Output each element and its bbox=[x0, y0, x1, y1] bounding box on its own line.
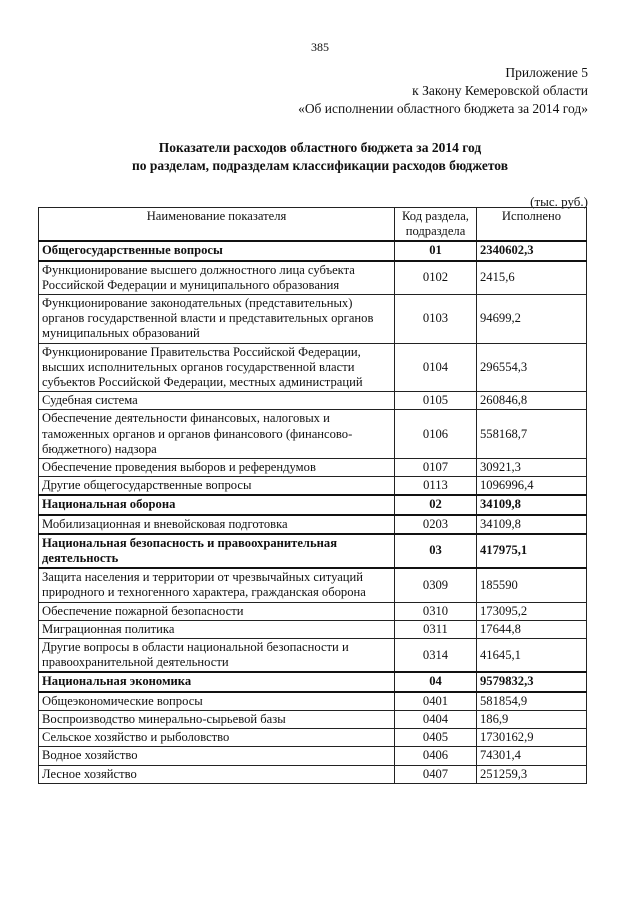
row-value-cell: 9579832,3 bbox=[477, 672, 587, 691]
row-code-cell: 0314 bbox=[395, 639, 477, 673]
row-name-cell: Национальная безопасность и правоохранительная деятельность bbox=[39, 534, 395, 568]
row-code-cell: 0311 bbox=[395, 620, 477, 638]
row-value-cell: 2415,6 bbox=[477, 261, 587, 295]
title-line: по разделам, подразделам классификации расходов бюджетов bbox=[131, 158, 509, 173]
row-value-cell: 1730162,9 bbox=[477, 729, 587, 747]
row-code-cell: 0113 bbox=[395, 477, 477, 496]
unit-label: (тыс. руб.) bbox=[530, 194, 588, 209]
appendix-line: Приложение 5 bbox=[505, 65, 588, 80]
row-value-cell: 1096996,4 bbox=[477, 477, 587, 496]
row-value-cell: 173095,2 bbox=[477, 602, 587, 620]
appendix-line: «Об исполнении областного бюджета за 2014 год» bbox=[298, 101, 588, 116]
row-code-cell: 0203 bbox=[395, 515, 477, 534]
row-value-cell: 30921,3 bbox=[477, 459, 587, 477]
row-name-cell: Обеспечение деятельности финансовых, налоговых и таможенных органов и органов финансового (финансово-бюджетного) надзора bbox=[39, 410, 395, 459]
row-value-cell: 41645,1 bbox=[477, 639, 587, 673]
row-value-cell: 2340602,3 bbox=[477, 241, 587, 260]
row-code-cell: 0404 bbox=[395, 710, 477, 728]
row-name-cell: Обеспечение пожарной безопасности bbox=[39, 602, 395, 620]
row-name-cell: Национальная экономика bbox=[39, 672, 395, 691]
row-value-cell: 74301,4 bbox=[477, 747, 587, 765]
row-value-cell: 94699,2 bbox=[477, 295, 587, 344]
row-code-cell: 0105 bbox=[395, 392, 477, 410]
table-row bbox=[39, 639, 587, 673]
row-name-cell: Национальная оборона bbox=[39, 495, 395, 514]
row-code-cell: 0104 bbox=[395, 343, 477, 392]
row-code-cell: 0309 bbox=[395, 568, 477, 602]
row-value-cell: 34109,8 bbox=[477, 515, 587, 534]
budget-table bbox=[38, 207, 587, 784]
section-row bbox=[39, 495, 587, 514]
title-line: Показатели расходов областного бюджета за 2014 год bbox=[158, 140, 482, 155]
row-code-cell: 0106 bbox=[395, 410, 477, 459]
table-row bbox=[39, 568, 587, 602]
row-name-cell: Миграционная политика bbox=[39, 620, 395, 638]
row-name-cell: Общеэкономические вопросы bbox=[39, 692, 395, 711]
header-code: Код раздела, подраздела bbox=[395, 208, 477, 242]
row-code-cell: 0103 bbox=[395, 295, 477, 344]
row-code-cell: 04 bbox=[395, 672, 477, 691]
table-row bbox=[39, 710, 587, 728]
row-code-cell: 0405 bbox=[395, 729, 477, 747]
table-row bbox=[39, 747, 587, 765]
row-value-cell: 34109,8 bbox=[477, 495, 587, 514]
table-row bbox=[39, 410, 587, 459]
row-name-cell: Обеспечение проведения выборов и референдумов bbox=[39, 459, 395, 477]
appendix-line: к Закону Кемеровской области bbox=[412, 83, 588, 98]
table-row bbox=[39, 692, 587, 711]
row-name-cell: Функционирование Правительства Российской Федерации, высших исполнительных органов государственной власти субъектов Российской Федерации, местных администраций bbox=[39, 343, 395, 392]
row-name-cell: Водное хозяйство bbox=[39, 747, 395, 765]
document-title bbox=[0, 139, 640, 175]
row-name-cell: Лесное хозяйство bbox=[39, 765, 395, 783]
table-row bbox=[39, 729, 587, 747]
row-value-cell: 296554,3 bbox=[477, 343, 587, 392]
section-row bbox=[39, 672, 587, 691]
row-code-cell: 0107 bbox=[395, 459, 477, 477]
table-row bbox=[39, 392, 587, 410]
table-row bbox=[39, 602, 587, 620]
row-name-cell: Функционирование высшего должностного лица субъекта Российской Федерации и муниципального образования bbox=[39, 261, 395, 295]
row-code-cell: 01 bbox=[395, 241, 477, 260]
header-name: Наименование показателя bbox=[39, 208, 395, 242]
table-header-row bbox=[39, 208, 587, 242]
row-name-cell: Воспроизводство минерально-сырьевой базы bbox=[39, 710, 395, 728]
section-row bbox=[39, 534, 587, 568]
header-value: Исполнено bbox=[477, 208, 587, 242]
row-value-cell: 581854,9 bbox=[477, 692, 587, 711]
row-code-cell: 0310 bbox=[395, 602, 477, 620]
table-row bbox=[39, 459, 587, 477]
table-row bbox=[39, 295, 587, 344]
row-value-cell: 558168,7 bbox=[477, 410, 587, 459]
row-code-cell: 0102 bbox=[395, 261, 477, 295]
row-code-cell: 0401 bbox=[395, 692, 477, 711]
table-row bbox=[39, 343, 587, 392]
table-row bbox=[39, 765, 587, 783]
row-code-cell: 0407 bbox=[395, 765, 477, 783]
row-name-cell: Судебная система bbox=[39, 392, 395, 410]
row-name-cell: Другие вопросы в области национальной безопасности и правоохранительной деятельности bbox=[39, 639, 395, 673]
row-code-cell: 03 bbox=[395, 534, 477, 568]
row-name-cell: Функционирование законодательных (представительных) органов государственной власти и представительных органов муниципальных образований bbox=[39, 295, 395, 344]
table-row bbox=[39, 477, 587, 496]
row-name-cell: Другие общегосударственные вопросы bbox=[39, 477, 395, 496]
section-row bbox=[39, 241, 587, 260]
table-row bbox=[39, 515, 587, 534]
row-value-cell: 17644,8 bbox=[477, 620, 587, 638]
row-value-cell: 186,9 bbox=[477, 710, 587, 728]
row-code-cell: 02 bbox=[395, 495, 477, 514]
row-value-cell: 185590 bbox=[477, 568, 587, 602]
row-name-cell: Общегосударственные вопросы bbox=[39, 241, 395, 260]
row-name-cell: Защита населения и территории от чрезвычайных ситуаций природного и техногенного характера, гражданская оборона bbox=[39, 568, 395, 602]
row-name-cell: Сельское хозяйство и рыболовство bbox=[39, 729, 395, 747]
page-number: 385 bbox=[311, 40, 329, 54]
row-code-cell: 0406 bbox=[395, 747, 477, 765]
table-row bbox=[39, 620, 587, 638]
row-value-cell: 251259,3 bbox=[477, 765, 587, 783]
appendix-note bbox=[298, 64, 588, 118]
row-name-cell: Мобилизационная и вневойсковая подготовка bbox=[39, 515, 395, 534]
row-value-cell: 417975,1 bbox=[477, 534, 587, 568]
table-row bbox=[39, 261, 587, 295]
row-value-cell: 260846,8 bbox=[477, 392, 587, 410]
